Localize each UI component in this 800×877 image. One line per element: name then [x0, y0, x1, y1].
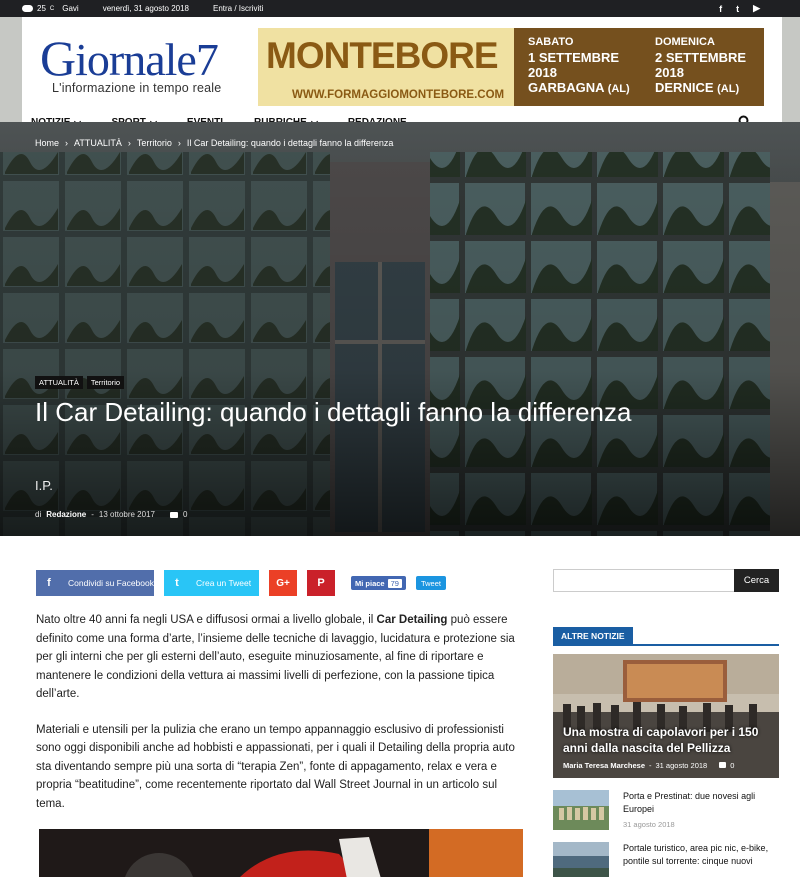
twitter-share-button[interactable]: [164, 570, 259, 596]
news-date: 31 agosto 2018: [623, 820, 675, 829]
facebook-icon[interactable]: f: [719, 3, 723, 14]
article-paragraph: [36, 611, 526, 704]
tag-territorio[interactable]: Territorio: [87, 376, 124, 389]
temperature: 25: [37, 4, 46, 13]
banner-brand: MONTEBORE: [266, 35, 498, 76]
list-item[interactable]: [553, 842, 779, 877]
banner-date-1: 1 SETTEMBRE 2018: [528, 50, 620, 80]
tag-attualita[interactable]: ATTUALITÀ: [35, 376, 83, 389]
breadcrumb-current: Il Car Detailing: quando i dettagli fanno la differenza: [186, 138, 394, 148]
article-date: 13 ottobre 2017: [98, 510, 155, 519]
block-title: [553, 626, 779, 646]
article-paragraph: Materiali e utensili per la pulizia che erano un tempo appannaggio esclusivo di professionisti sono oggi disponibili anche ad hobbisti e appassionati, per i quali il Detailing della propria auto sta diventando sempre più una sorta di “terapia Zen”, fonte di appagamento, relax e vera e propria “beatitudine”, come recentemente riportato dal Wall Street Journal in un articolo sul tema.: [36, 723, 515, 810]
logo-initial: G: [40, 30, 76, 86]
breadcrumb-separator: ›: [65, 138, 69, 148]
share-bar: [36, 570, 446, 596]
list-item[interactable]: [553, 790, 779, 830]
featured-news[interactable]: [553, 654, 779, 778]
banner-place-2: DERNICE: [655, 80, 714, 95]
breadcrumb-separator: ›: [127, 138, 131, 148]
meta-separator: -: [91, 510, 94, 519]
like-count: 79: [388, 579, 402, 588]
banner-prov-2: (AL): [717, 83, 740, 95]
banner-date-2: 2 SETTEMBRE 2018: [655, 50, 747, 80]
social-links: [719, 0, 760, 17]
article-subtitle: I.P.: [35, 478, 53, 493]
banner-day-2: DOMENICA: [655, 36, 715, 48]
news-title[interactable]: Porta e Prestinat: due novesi agli Europei: [623, 791, 756, 814]
sidebar: [553, 569, 779, 877]
featured-meta: [563, 761, 734, 770]
site-header: [22, 17, 782, 107]
login-link[interactable]: Entra / Iscriviti: [213, 4, 264, 13]
current-date: venerdì, 31 agosto 2018: [102, 4, 189, 13]
paragraph-text: Nato oltre 40 anni fa negli USA e diffusosi ormai a livello globale, il: [36, 614, 377, 626]
logo-tagline: L'informazione in tempo reale: [52, 81, 222, 95]
facebook-share-button[interactable]: [36, 570, 154, 596]
featured-image: [553, 654, 779, 778]
paragraph-text: può essere definito come una forma d’arte, l’insieme delle tecniche di lavaggio, lucidatura e protezione sia per gli interni che per gli esterni dell’auto, eseguite minuziosamente, al fine di riportare e mantenere le condizioni della vettura ai massimi livelli di perfezione, con la passione tipica dell’arte.: [36, 614, 515, 700]
banner-url: WWW.FORMAGGIOMONTEBORE.COM: [292, 89, 505, 101]
twitter-icon[interactable]: t: [736, 3, 740, 14]
author-link[interactable]: Redazione: [46, 510, 87, 519]
like-label: Mi piace: [355, 578, 385, 588]
meta-separator: -: [649, 761, 652, 770]
news-thumbnail: [553, 842, 609, 877]
search-input[interactable]: [553, 569, 734, 592]
news-thumbnail: [553, 790, 609, 830]
pinterest-share-button[interactable]: P: [307, 570, 335, 596]
weather-city: Gavi: [62, 4, 79, 13]
hero-section: [0, 122, 800, 536]
article-meta: [35, 510, 187, 519]
breadcrumb-home[interactable]: Home: [35, 138, 60, 148]
facebook-icon: f: [47, 577, 51, 589]
facebook-like-button[interactable]: [351, 576, 406, 590]
banner-prov-1: (AL): [607, 83, 630, 95]
share-label: Crea un Tweet: [196, 578, 252, 588]
meta-by: di: [35, 510, 42, 519]
sidebar-search: [553, 569, 779, 592]
site-logo[interactable]: [40, 30, 222, 95]
breadcrumb-attualita[interactable]: ATTUALITÀ: [74, 138, 122, 148]
featured-author[interactable]: Maria Teresa Marchese: [563, 761, 645, 770]
banner-day-1: SABATO: [528, 36, 574, 48]
news-title[interactable]: Portale turistico, area pic nic, e-bike, pontile sul torrente: cinque nuovi: [623, 843, 769, 866]
comment-icon: [719, 762, 726, 768]
comment-count[interactable]: 0: [182, 510, 188, 519]
top-bar: [0, 0, 800, 17]
banner-place-1: GARBAGNA: [528, 80, 605, 95]
article-title: Il Car Detailing: quando i dettagli fanno la differenza: [35, 397, 632, 427]
comment-icon[interactable]: [170, 512, 178, 518]
featured-date: 31 agosto 2018: [655, 761, 708, 770]
article-image-graphic: [39, 829, 523, 877]
search-button[interactable]: Cerca: [734, 569, 779, 592]
hero-image: [0, 122, 800, 536]
article-image: [39, 829, 523, 877]
breadcrumb-separator: ›: [177, 138, 181, 148]
paragraph-bold: Car Detailing: [376, 614, 448, 626]
featured-title[interactable]: Una mostra di capolavori per i 150 anni dalla nascita del Pellizza: [563, 725, 759, 755]
tweet-button[interactable]: Tweet: [416, 576, 446, 590]
content-area: [0, 536, 800, 877]
cloud-icon: [22, 5, 33, 12]
block-title-label: ALTRE NOTIZIE: [553, 627, 633, 646]
youtube-icon[interactable]: ▶: [753, 3, 760, 13]
breadcrumb: [35, 138, 393, 148]
featured-comments: 0: [730, 761, 735, 770]
category-tags: [35, 376, 124, 389]
temperature-unit: C: [49, 5, 55, 12]
twitter-icon: t: [175, 577, 179, 589]
share-label: Condividi su Facebook: [68, 578, 154, 588]
banner-event-1: [528, 35, 637, 106]
logo-name: iornale7: [75, 34, 218, 85]
weather-widget: [22, 4, 79, 13]
article-body: [36, 611, 526, 830]
ad-banner[interactable]: [258, 28, 764, 106]
banner-event-2: [655, 35, 764, 106]
breadcrumb-territorio[interactable]: Territorio: [136, 138, 172, 148]
googleplus-share-button[interactable]: G+: [269, 570, 297, 596]
